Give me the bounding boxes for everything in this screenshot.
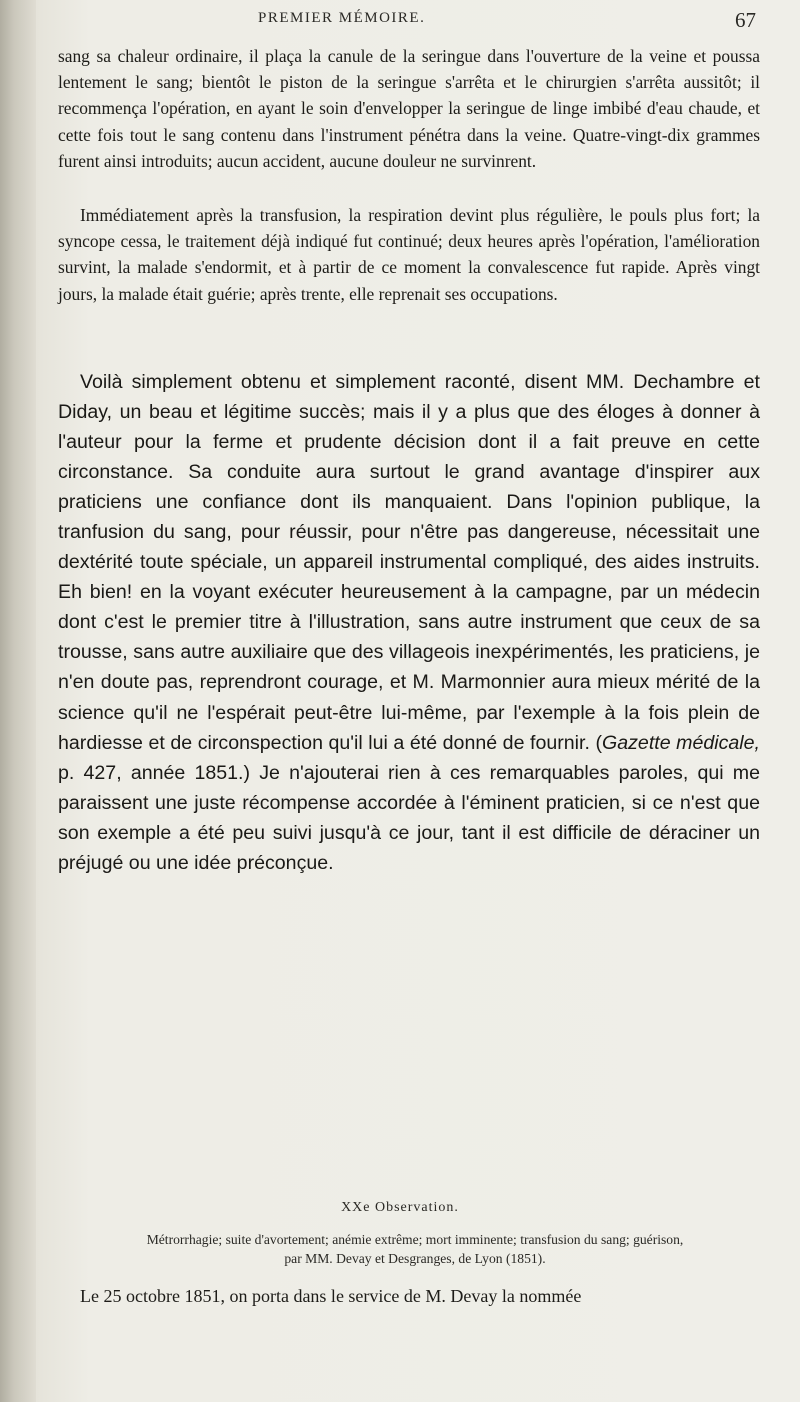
page-number: 67 xyxy=(735,8,756,32)
paragraph-block-1 xyxy=(58,43,760,174)
paragraph-block-2 xyxy=(58,202,760,307)
running-title: PREMIER MÉMOIRE. xyxy=(258,10,426,26)
paragraph-1: sang sa chaleur ordinaire, il plaça la canule de la seringue dans l'ouverture de la veine et poussa lentement le sang; bientôt le piston de la seringue s'arrêta et le chirurgien s'arrêta aussitôt; il recommença l'opération, en ayant le soin d'envelopper la seringue de linge imbibé d'eau chaude, et cette fois tout le sang contenu dans l'instrument pénétra dans la veine. Quatre-vingt-dix grammes furent ainsi introduits; aucun accident, aucune douleur ne survinrent. xyxy=(58,46,760,171)
citation-journal: Gazette médicale, xyxy=(601,731,760,754)
observation-summary-line-2: par MM. Devay et Desgranges, de Lyon (1851). xyxy=(284,1251,546,1266)
observation-title: XXe Observation. xyxy=(341,1200,459,1215)
observation-summary xyxy=(70,1230,760,1268)
page-gutter-shadow xyxy=(0,0,36,1402)
citation-rest: p. 427, année 1851.) Je n'ajouterai rien à ces remarquables paroles, qui me paraissent une juste récompense accordée à l'éminent praticien, si ce n'est que son exemple a été peu suivi jusqu'à ce jour, tant il est difficile de déraciner un préjugé ou une idée préconçue. xyxy=(58,761,760,874)
paragraph-3 xyxy=(58,367,760,878)
paragraph-3-text: Voilà simplement obtenu et simplement raconté, disent MM. Dechambre et Diday, un beau et légitime succès; mais il y a plus que des éloges à donner à l'auteur pour la ferme et prudente décision dont il a fait preuve en cette circonstance. Sa conduite aura surtout le grand avantage d'inspirer aux praticiens une confiance dont ils manquaient. Dans l'opinion publique, la tranfusion du sang, pour réussir, pour n'être pas dangereuse, nécessitait une dextérité toute spéciale, un appareil instrumental compliqué, des aides instruits. Eh bien! en la voyant exécuter heureusement à la campagne, par un médecin dont c'est le premier titre à l'illustration, sans autre instrument que ceux de sa trousse, sans autre auxiliaire que des villageois inexpérimentés, les praticiens, je n'en doute pas, reprendront courage, et M. Marmonnier aura mieux mérité de la science qu'il ne l'espérait peut-être lui-même, par l'exemple à la fois plein de hardiesse et de circonspection qu'il lui a été donné de fournir. ( xyxy=(58,371,760,754)
paragraph-2: Immédiatement après la transfusion, la respiration devint plus régulière, le pouls plus fort; la syncope cessa, le traitement déjà indiqué fut continué; deux heures après l'opération, l'amélioration survint, la malade s'endormit, et à partir de ce moment la convalescence fut rapide. Après vingt jours, la malade était guérie; après trente, elle reprenait ses occupations. xyxy=(58,205,760,304)
observation-summary-line-1: Métrorrhagie; suite d'avortement; anémie extrême; mort imminente; transfusion du sang; guérison, xyxy=(146,1232,684,1247)
page-header xyxy=(58,8,758,34)
closing-line: Le 25 octobre 1851, on porta dans le service de M. Devay la nommée xyxy=(80,1286,582,1306)
quoted-commentary xyxy=(58,367,760,878)
